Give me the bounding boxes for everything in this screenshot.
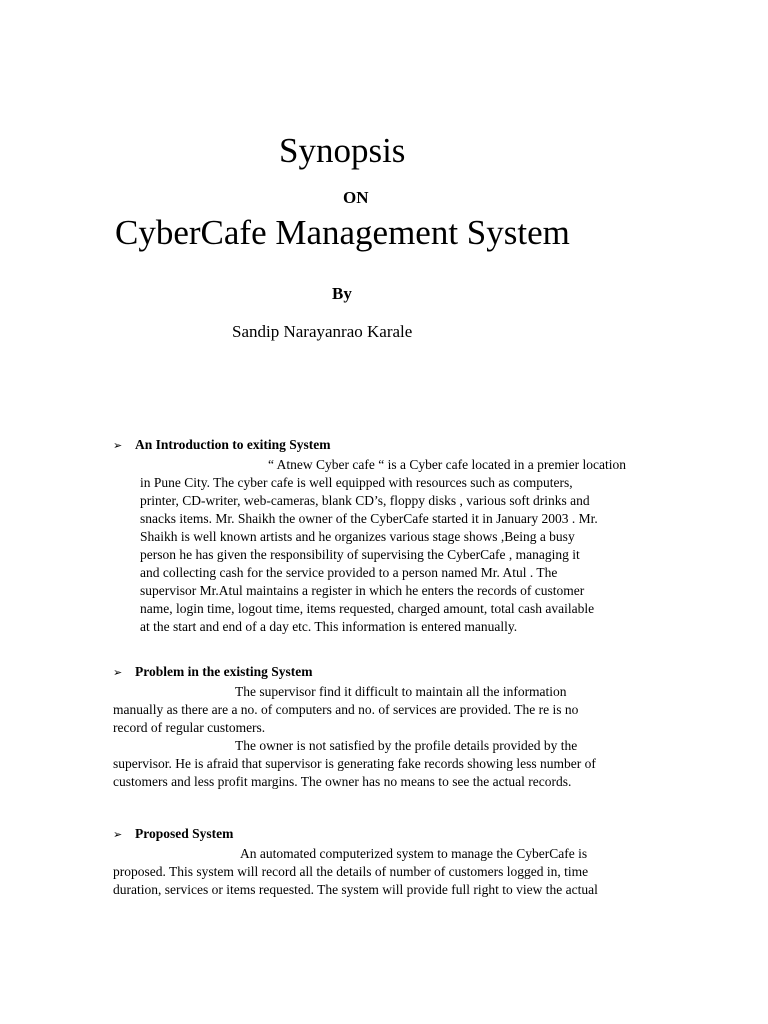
paragraph-line: manually as there are a no. of computers and no. of services are provided. The re is no [113, 702, 579, 717]
paragraph-line: in Pune City. The cyber cafe is well equipped with resources such as computers, [140, 475, 573, 490]
paragraph-line: supervisor Mr.Atul maintains a register in which he enters the records of customer [140, 583, 585, 598]
paragraph-line: printer, CD-writer, web-cameras, blank CD’s, floppy disks , various soft drinks and [140, 493, 590, 508]
paragraph-line: person he has given the responsibility of supervising the CyberCafe , managing it [140, 547, 580, 562]
section-paragraph-introduction [140, 456, 642, 636]
paragraph-line: duration, services or items requested. The system will provide full right to view the actual [113, 882, 598, 897]
arrow-bullet-icon: ➢ [113, 439, 123, 452]
by-label: By [332, 284, 352, 303]
section-heading-proposed [113, 825, 233, 844]
section-heading-problem [113, 663, 313, 682]
paragraph-line: record of regular customers. [113, 720, 266, 735]
paragraph-line: “ Atnew Cyber cafe “ is a Cyber cafe located in a premier location [268, 457, 626, 472]
section-paragraph-problem [113, 683, 633, 791]
section-heading-introduction [113, 436, 331, 455]
section-heading-text: Proposed System [135, 826, 234, 841]
author-name: Sandip Narayanrao Karale [232, 322, 413, 341]
paragraph-line: at the start and end of a day etc. This information is entered manually. [140, 619, 518, 634]
document-title: Synopsis [279, 131, 406, 170]
paragraph-line: and collecting cash for the service provided to a person named Mr. Atul . The [140, 565, 558, 580]
paragraph-line: proposed. This system will record all the details of number of customers logged in, time [113, 864, 589, 879]
title-on-label: ON [343, 188, 369, 207]
section-heading-text: An Introduction to exiting System [135, 437, 331, 452]
paragraph-line: name, login time, logout time, items requested, charged amount, total cash available [140, 601, 595, 616]
paragraph-line: snacks items. Mr. Shaikh the owner of the CyberCafe started it in January 2003 . Mr. [140, 511, 598, 526]
paragraph-line: Shaikh is well known artists and he organizes various stage shows ,Being a busy [140, 529, 575, 544]
section-paragraph-proposed [113, 845, 633, 899]
arrow-bullet-icon: ➢ [113, 666, 123, 679]
paragraph-line: An automated computerized system to manage the CyberCafe is [240, 846, 588, 861]
paragraph-line: The supervisor find it difficult to maintain all the information [235, 684, 567, 699]
paragraph-line: The owner is not satisfied by the profile details provided by the [235, 738, 578, 753]
arrow-bullet-icon: ➢ [113, 828, 123, 841]
section-heading-text: Problem in the existing System [135, 664, 313, 679]
paragraph-line: supervisor. He is afraid that supervisor is generating fake records showing less number of [113, 756, 596, 771]
document-subtitle: CyberCafe Management System [115, 213, 570, 252]
paragraph-line: customers and less profit margins. The owner has no means to see the actual records. [113, 774, 572, 789]
